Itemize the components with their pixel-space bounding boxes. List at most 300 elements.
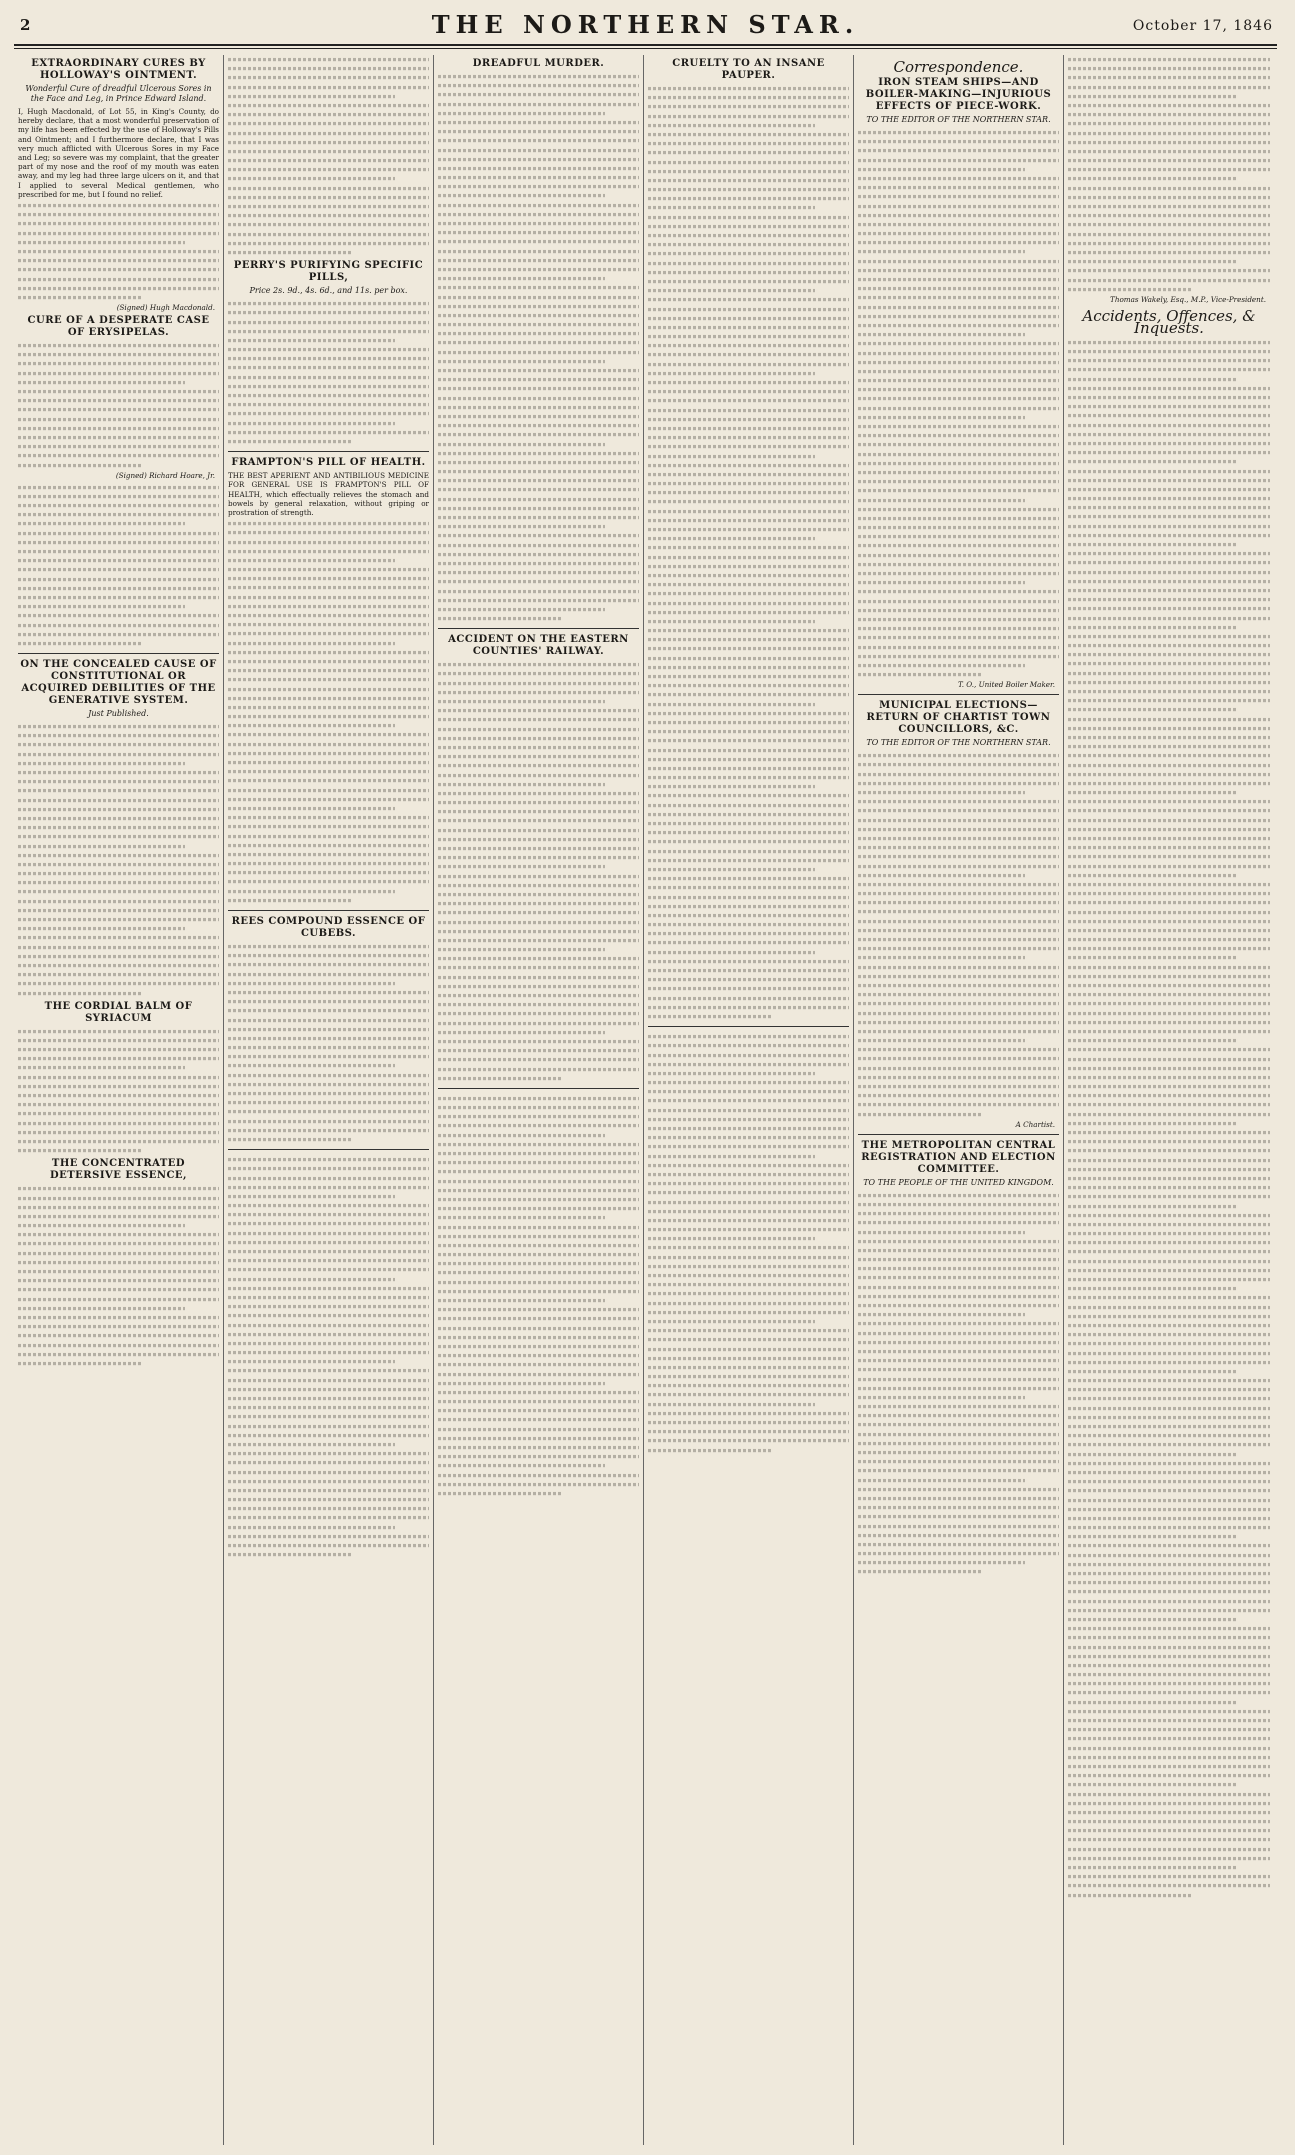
- text-line: [228, 394, 429, 397]
- text-line: [228, 596, 429, 599]
- text-line: [228, 1232, 429, 1235]
- text-line: [648, 1292, 849, 1295]
- text-line: [228, 311, 429, 314]
- text-line: [228, 1526, 395, 1529]
- text-line: [438, 387, 639, 390]
- text-line: [858, 929, 1059, 932]
- text-line: [1068, 1324, 1270, 1327]
- text-line: [1068, 819, 1270, 822]
- body-text-block: [18, 483, 219, 648]
- text-line: [648, 684, 849, 687]
- text-line: [18, 495, 219, 498]
- text-line: [1068, 469, 1270, 472]
- text-line: [438, 608, 605, 611]
- text-line: [18, 734, 219, 737]
- text-line: [858, 1451, 1059, 1454]
- text-line: [648, 289, 815, 292]
- text-line: [1068, 1535, 1236, 1538]
- text-line: [858, 443, 1059, 446]
- text-line: [858, 1488, 1059, 1491]
- text-line: [18, 817, 219, 820]
- text-line: [1068, 1094, 1270, 1097]
- text-line: [18, 1030, 219, 1033]
- text-line: [648, 1347, 849, 1350]
- text-line: [438, 1428, 639, 1431]
- text-line: [228, 1101, 429, 1104]
- text-line: [438, 1077, 563, 1080]
- text-line: [1068, 956, 1236, 959]
- text-line: [648, 1200, 849, 1203]
- text-line: [228, 302, 429, 305]
- text-line: [228, 568, 429, 571]
- text-line: [18, 991, 143, 994]
- text-line: [18, 753, 219, 756]
- text-line: [858, 416, 1025, 419]
- text-line: [858, 1304, 1059, 1307]
- text-line: [858, 498, 1025, 501]
- text-line: [1068, 947, 1270, 950]
- article-heading: THE CORDIAL BALM OF SYRIACUM: [44, 1000, 193, 1024]
- text-line: [1068, 892, 1270, 895]
- text-line: [1068, 387, 1270, 390]
- text-line: [648, 133, 849, 136]
- text-line: [18, 372, 219, 375]
- text-line: [228, 743, 429, 746]
- text-line: [858, 342, 1059, 345]
- text-line: [18, 982, 219, 985]
- text-line: [858, 241, 1059, 244]
- text-line: [438, 764, 639, 767]
- text-line: [858, 434, 1059, 437]
- text-line: [858, 379, 1059, 382]
- text-line: [438, 1327, 639, 1330]
- text-line: [438, 589, 639, 592]
- text-line: [1068, 837, 1270, 840]
- text-line: [858, 407, 1059, 410]
- text-line: [228, 1092, 429, 1095]
- text-line: [858, 1515, 1059, 1518]
- text-line: [18, 1298, 219, 1301]
- text-line: [1068, 589, 1270, 592]
- text-line: [648, 1246, 849, 1249]
- text-line: [858, 1103, 1059, 1106]
- text-line: [648, 160, 849, 163]
- text-line: [228, 1186, 429, 1189]
- text-line: [1068, 920, 1270, 923]
- text-line: [438, 1271, 639, 1274]
- text-line: [438, 397, 639, 400]
- text-line: [18, 623, 219, 626]
- text-line: [1068, 1627, 1270, 1630]
- text-line: [648, 482, 849, 485]
- text-line: [858, 855, 1059, 858]
- text-line: [228, 963, 429, 966]
- text-line: [438, 1372, 639, 1375]
- text-line: [228, 1360, 395, 1363]
- text-line: [1068, 95, 1236, 98]
- text-line: [438, 562, 639, 565]
- text-line: [1068, 233, 1270, 236]
- text-line: [648, 234, 849, 237]
- text-line: [1068, 288, 1193, 291]
- text-line: [1068, 993, 1270, 996]
- text-line: [438, 728, 639, 731]
- text-line: [648, 1375, 849, 1378]
- text-line: [1068, 561, 1270, 564]
- text-line: [18, 1149, 143, 1152]
- text-line: [858, 636, 1059, 639]
- text-line: [228, 1037, 429, 1040]
- article-text: THE BEST APERIENT AND ANTIBILIOUS MEDICINE FOR GENERAL USE IS FRAMPTON'S PILL OF HEALTH, which effectually relieves the stomach and bowels by general relaxation, without griping or prostration of strength.: [228, 471, 429, 517]
- text-line: [438, 295, 639, 298]
- text-line: [1068, 1829, 1270, 1832]
- text-line: [648, 1035, 849, 1038]
- text-line: [648, 399, 849, 402]
- text-line: [18, 1187, 219, 1190]
- text-line: [18, 1270, 219, 1273]
- text-line: [228, 1388, 429, 1391]
- text-line: [438, 1235, 639, 1238]
- article-subheading: Just Published.: [88, 709, 149, 719]
- text-line: [1068, 442, 1270, 445]
- text-line: [228, 122, 429, 125]
- text-line: [1068, 1544, 1270, 1547]
- text-line: [1068, 525, 1270, 528]
- text-line: [858, 306, 1059, 309]
- text-line: [858, 1423, 1059, 1426]
- text-line: [1068, 1811, 1270, 1814]
- text-line: [228, 348, 429, 351]
- text-line: [858, 526, 1059, 529]
- text-line: [648, 1145, 849, 1148]
- text-line: [228, 559, 395, 562]
- text-line: [858, 1048, 1059, 1051]
- text-line: [438, 1281, 639, 1284]
- text-line: [858, 195, 1059, 198]
- text-line: [18, 1288, 219, 1291]
- text-line: [1068, 350, 1270, 353]
- text-line: [648, 1393, 849, 1396]
- text-line: [438, 939, 639, 942]
- text-line: [1068, 488, 1270, 491]
- text-line: [858, 627, 1059, 630]
- text-line: [648, 1256, 849, 1259]
- text-line: [228, 1333, 429, 1336]
- text-line: [858, 1332, 1059, 1335]
- text-line: [228, 1489, 429, 1492]
- article-heading: THE METROPOLITAN CENTRAL REGISTRATION AND ELECTION COMMITTEE.: [861, 1139, 1056, 1175]
- text-line: [1068, 1048, 1270, 1051]
- text-line: [1068, 515, 1270, 518]
- text-line: [1068, 1554, 1270, 1557]
- text-line: [648, 170, 849, 173]
- text-line: [228, 1535, 429, 1538]
- text-line: [438, 277, 605, 280]
- text-line: [858, 177, 1059, 180]
- text-line: [18, 1066, 185, 1069]
- text-line: [648, 1265, 849, 1268]
- text-line: [1068, 607, 1270, 610]
- text-line: [858, 754, 1059, 757]
- text-line: [438, 1225, 639, 1228]
- text-line: [228, 422, 395, 425]
- text-line: [228, 1176, 429, 1179]
- text-line: [858, 1313, 1025, 1316]
- text-line: [858, 920, 1059, 923]
- text-line: [858, 1276, 1059, 1279]
- text-line: [438, 1345, 639, 1348]
- text-line: [438, 240, 639, 243]
- text-line: [228, 1167, 429, 1170]
- text-line: [858, 204, 1059, 207]
- text-line: [1068, 1875, 1270, 1878]
- text-line: [1068, 828, 1270, 831]
- text-line: [1068, 1296, 1270, 1299]
- text-line: [228, 1305, 429, 1308]
- text-line: [228, 1507, 429, 1510]
- text-line: [858, 1543, 1059, 1546]
- text-line: [18, 642, 143, 645]
- text-line: [438, 158, 639, 161]
- text-line: [228, 214, 429, 217]
- text-line: [648, 390, 849, 393]
- text-line: [18, 259, 219, 262]
- text-line: [18, 1085, 219, 1088]
- text-line: [1068, 1030, 1270, 1033]
- text-line: [438, 360, 605, 363]
- text-line: [858, 1267, 1059, 1270]
- text-line: [648, 528, 849, 531]
- text-line: [438, 571, 639, 574]
- text-line: [648, 409, 849, 412]
- text-line: [18, 559, 219, 562]
- text-line: [438, 580, 639, 583]
- issue-date: October 17, 1846: [1132, 18, 1273, 34]
- text-line: [648, 317, 849, 320]
- text-line: [648, 611, 849, 614]
- text-line: [438, 801, 639, 804]
- text-line: [18, 568, 219, 571]
- text-line: [1068, 672, 1270, 675]
- text-line: [438, 1180, 639, 1183]
- text-line: [648, 1155, 815, 1158]
- text-line: [438, 332, 639, 335]
- text-line: [228, 733, 429, 736]
- text-line: [648, 822, 849, 825]
- text-line: [228, 1129, 429, 1132]
- text-line: [648, 666, 849, 669]
- text-line: [1068, 1618, 1236, 1621]
- text-line: [648, 454, 815, 457]
- text-line: [438, 1253, 639, 1256]
- article-heading: REES COMPOUND ESSENCE OF CUBEBS.: [231, 916, 426, 940]
- signature: (Signed) Hugh Macdonald.: [116, 303, 215, 313]
- text-line: [648, 840, 849, 843]
- text-line: [438, 1106, 639, 1109]
- text-line: [1068, 718, 1270, 721]
- text-line: [228, 233, 429, 236]
- article-heading: MUNICIPAL ELECTIONS—RETURN OF CHARTIST TOWN COUNCILLORS, &C.: [866, 700, 1051, 736]
- text-line: [648, 712, 849, 715]
- text-line: [438, 1483, 639, 1486]
- text-line: [18, 390, 219, 393]
- text-line: [18, 955, 219, 958]
- text-line: [1068, 782, 1270, 785]
- text-line: [438, 737, 639, 740]
- text-line: [18, 780, 219, 783]
- text-line: [18, 863, 219, 866]
- text-line: [438, 1124, 639, 1127]
- text-line: [1068, 1838, 1270, 1841]
- text-line: [648, 574, 849, 577]
- text-line: [858, 1460, 1059, 1463]
- text-line: [1068, 141, 1270, 144]
- text-line: [648, 1182, 849, 1185]
- text-line: [1068, 1379, 1270, 1382]
- text-line: [438, 1354, 639, 1357]
- text-line: [228, 1314, 429, 1317]
- text-line: [648, 638, 849, 641]
- text-line: [648, 1053, 849, 1056]
- text-line: [228, 752, 429, 755]
- text-line: [648, 271, 849, 274]
- text-line: [1068, 122, 1270, 125]
- text-line: [438, 139, 639, 142]
- text-line: [1068, 205, 1270, 208]
- article-subheading: TO THE EDITOR OF THE NORTHERN STAR.: [866, 738, 1051, 748]
- text-line: [1068, 341, 1270, 344]
- text-line: [228, 1241, 429, 1244]
- text-line: [1068, 1590, 1270, 1593]
- text-line: [858, 1076, 1059, 1079]
- text-line: [228, 320, 429, 323]
- text-line: [648, 804, 849, 807]
- text-line: [18, 946, 219, 949]
- text-line: [18, 973, 219, 976]
- text-line: [1068, 938, 1270, 941]
- text-line: [18, 762, 185, 765]
- text-line: [228, 1204, 429, 1207]
- text-line: [228, 1268, 429, 1271]
- text-line: [228, 86, 429, 89]
- text-line: [18, 445, 219, 448]
- text-line: [228, 1553, 353, 1556]
- text-line: [858, 763, 1059, 766]
- text-line: [18, 854, 219, 857]
- text-line: [438, 1474, 639, 1477]
- text-line: [438, 691, 639, 694]
- text-line: [228, 223, 429, 226]
- text-line: [18, 872, 219, 875]
- text-line: [1068, 1471, 1270, 1474]
- text-line: [228, 1452, 429, 1455]
- text-line: [438, 268, 639, 271]
- text-line: [438, 1003, 639, 1006]
- text-line: [1068, 1250, 1270, 1253]
- text-line: [18, 890, 219, 893]
- text-line: [858, 609, 1059, 612]
- text-line: [438, 488, 639, 491]
- text-line: [438, 957, 639, 960]
- text-line: [648, 758, 849, 761]
- text-line: [858, 462, 1059, 465]
- text-line: [858, 1286, 1059, 1289]
- text-line: [1068, 855, 1270, 858]
- text-line: [438, 792, 639, 795]
- text-line: [228, 339, 395, 342]
- text-line: [858, 828, 1059, 831]
- article-heading: EXTRAORDINARY CURES BY HOLLOWAY'S OINTMENT.: [31, 58, 206, 81]
- text-line: [858, 837, 1059, 840]
- text-line: [18, 418, 219, 421]
- text-line: [18, 1196, 219, 1199]
- text-line: [438, 1170, 639, 1173]
- body-text-block: [648, 84, 849, 1021]
- text-line: [1068, 1572, 1270, 1575]
- text-line: [1068, 846, 1270, 849]
- text-line: [858, 1113, 983, 1116]
- text-line: [438, 838, 639, 841]
- text-line: [1068, 681, 1270, 684]
- text-line: [648, 877, 849, 880]
- text-line: [228, 614, 429, 617]
- text-line: [1068, 1701, 1236, 1704]
- text-line: [648, 932, 849, 935]
- text-line: [858, 1030, 1059, 1033]
- text-line: [228, 687, 429, 690]
- text-line: [648, 96, 849, 99]
- text-line: [18, 504, 219, 507]
- text-line: [438, 1464, 605, 1467]
- text-line: [18, 522, 185, 525]
- text-line: [858, 581, 1025, 584]
- text-line: [1068, 86, 1270, 89]
- text-line: [1068, 745, 1270, 748]
- text-line: [648, 1219, 849, 1222]
- text-line: [228, 168, 429, 171]
- text-line: [228, 242, 429, 245]
- text-line: [228, 1278, 395, 1281]
- text-line: [228, 58, 429, 61]
- masthead: [14, 10, 1277, 46]
- text-line: [648, 905, 849, 908]
- text-line: [438, 773, 639, 776]
- text-line: [1068, 196, 1270, 199]
- text-line: [858, 388, 1059, 391]
- text-line: [438, 709, 639, 712]
- text-line: [438, 1437, 639, 1440]
- text-line: [858, 453, 1059, 456]
- text-line: [438, 498, 639, 501]
- article-heading: DREADFUL MURDER.: [472, 58, 605, 69]
- text-line: [228, 205, 429, 208]
- text-line: [1068, 626, 1236, 629]
- text-line: [1068, 1407, 1270, 1410]
- text-line: [1068, 368, 1270, 371]
- text-line: [228, 761, 429, 764]
- text-line: [648, 923, 849, 926]
- body-text-block: [228, 942, 429, 1144]
- text-line: [648, 886, 849, 889]
- text-line: [18, 222, 219, 225]
- text-line: [648, 1329, 849, 1332]
- text-line: [438, 1317, 639, 1320]
- text-line: [18, 1353, 219, 1356]
- text-line: [648, 546, 849, 549]
- text-line: [648, 776, 849, 779]
- text-line: [438, 553, 639, 556]
- text-line: [858, 1295, 1059, 1298]
